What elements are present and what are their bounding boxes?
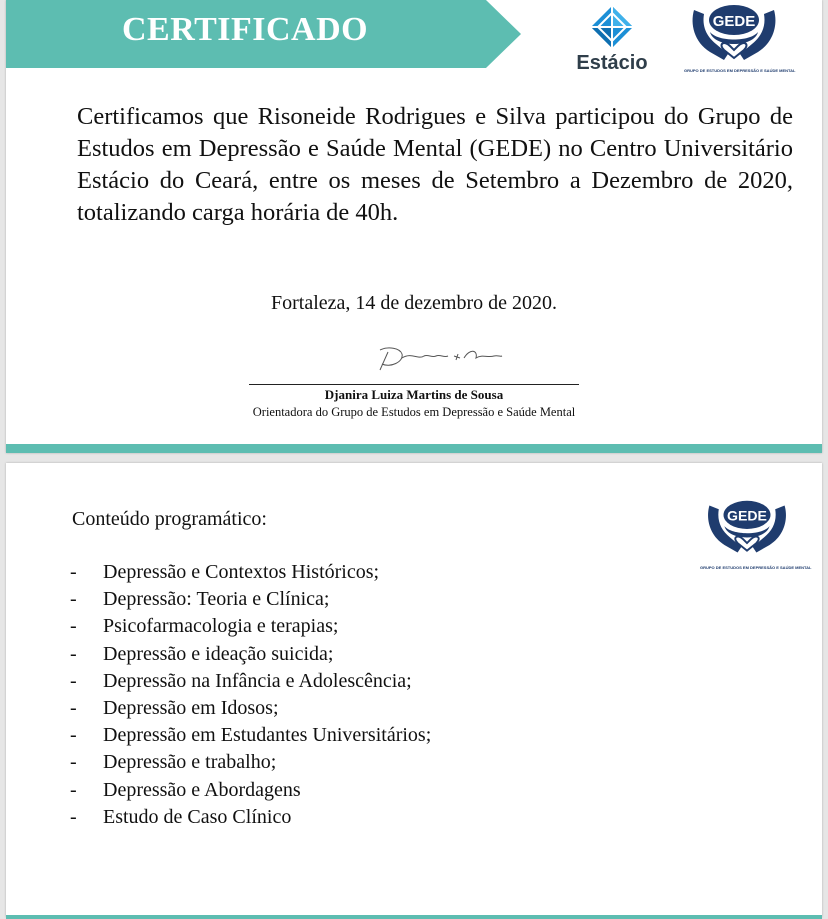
handwritten-signature <box>366 340 506 374</box>
list-bullet: - <box>70 724 77 747</box>
program-item-text: Depressão e ideação suicida; <box>103 642 334 665</box>
list-bullet: - <box>70 778 77 801</box>
program-item-text: Depressão e Abordagens <box>103 778 301 801</box>
program-item-text: Depressão na Infância e Adolescência; <box>103 669 412 692</box>
list-bullet: - <box>70 669 77 692</box>
certificate-page <box>6 0 822 453</box>
list-bullet: - <box>70 642 77 665</box>
program-title: Conteúdo programático: <box>72 508 267 530</box>
program-list-item <box>70 804 431 831</box>
gede-hands-icon <box>684 2 784 68</box>
signer-name: Djanira Luiza Martins de Sousa <box>324 387 504 402</box>
list-bullet: - <box>70 805 77 828</box>
gede-logo-text: GEDE <box>712 13 756 30</box>
gede-logo <box>684 2 796 76</box>
gede-logo-secondary <box>700 497 812 577</box>
estacio-diamond-icon <box>564 4 660 54</box>
gede-logo-text: GEDE <box>727 507 767 524</box>
program-item-text: Depressão em Idosos; <box>103 697 279 720</box>
list-bullet: - <box>70 588 77 611</box>
list-bullet: - <box>70 561 77 583</box>
program-list-item <box>70 586 431 613</box>
list-bullet: - <box>70 697 77 720</box>
program-list-item <box>70 613 431 640</box>
signer-role: Orientadora do Grupo de Estudos em Depressão e Saúde Mental <box>252 405 576 419</box>
estacio-logo-text: Estácio <box>576 52 648 74</box>
program-item-text: Depressão e trabalho; <box>103 751 277 774</box>
list-bullet: - <box>70 751 77 774</box>
list-bullet: - <box>70 615 77 638</box>
certificate-date: Fortaleza, 14 de dezembro de 2020. <box>270 292 557 314</box>
program-item-text: Psicofarmacologia e terapias; <box>103 615 339 638</box>
program-list-item <box>70 668 431 695</box>
gede-logo-caption: GRUPO DE ESTUDOS EM DEPRESSÃO E SAÚDE MENTAL <box>684 68 796 73</box>
program-list <box>70 559 431 831</box>
estacio-logo <box>564 4 660 74</box>
signature-line <box>249 384 579 385</box>
program-item-text: Estudo de Caso Clínico <box>103 805 292 828</box>
program-list-item <box>70 695 431 722</box>
program-list-item <box>70 749 431 776</box>
page-bottom-strip <box>6 444 822 453</box>
program-list-item <box>70 722 431 749</box>
program-list-item <box>70 559 431 586</box>
program-item-text: Depressão em Estudantes Universitários; <box>103 724 432 747</box>
program-page <box>6 463 822 917</box>
page-bottom-strip <box>6 915 822 919</box>
program-item-text: Depressão e Contextos Históricos; <box>103 561 380 583</box>
program-list-item <box>70 641 431 668</box>
certificate-body-text: Certificamos que Risoneide Rodrigues e Silva participou do Grupo de Estudos em Depressão e Saúde Mental (GEDE) no Centro Universitário Estácio do Ceará, entre os meses de Setembro a Dezembro de 2020, totalizando carga horária de 40h. <box>77 103 793 226</box>
program-item-text: Depressão: Teoria e Clínica; <box>103 588 330 611</box>
certificate-title: CERTIFICADO <box>122 11 369 48</box>
gede-hands-icon <box>700 497 794 561</box>
gede-logo-caption: GRUPO DE ESTUDOS EM DEPRESSÃO E SAÚDE MENTAL <box>700 565 812 570</box>
program-list-item <box>70 777 431 804</box>
